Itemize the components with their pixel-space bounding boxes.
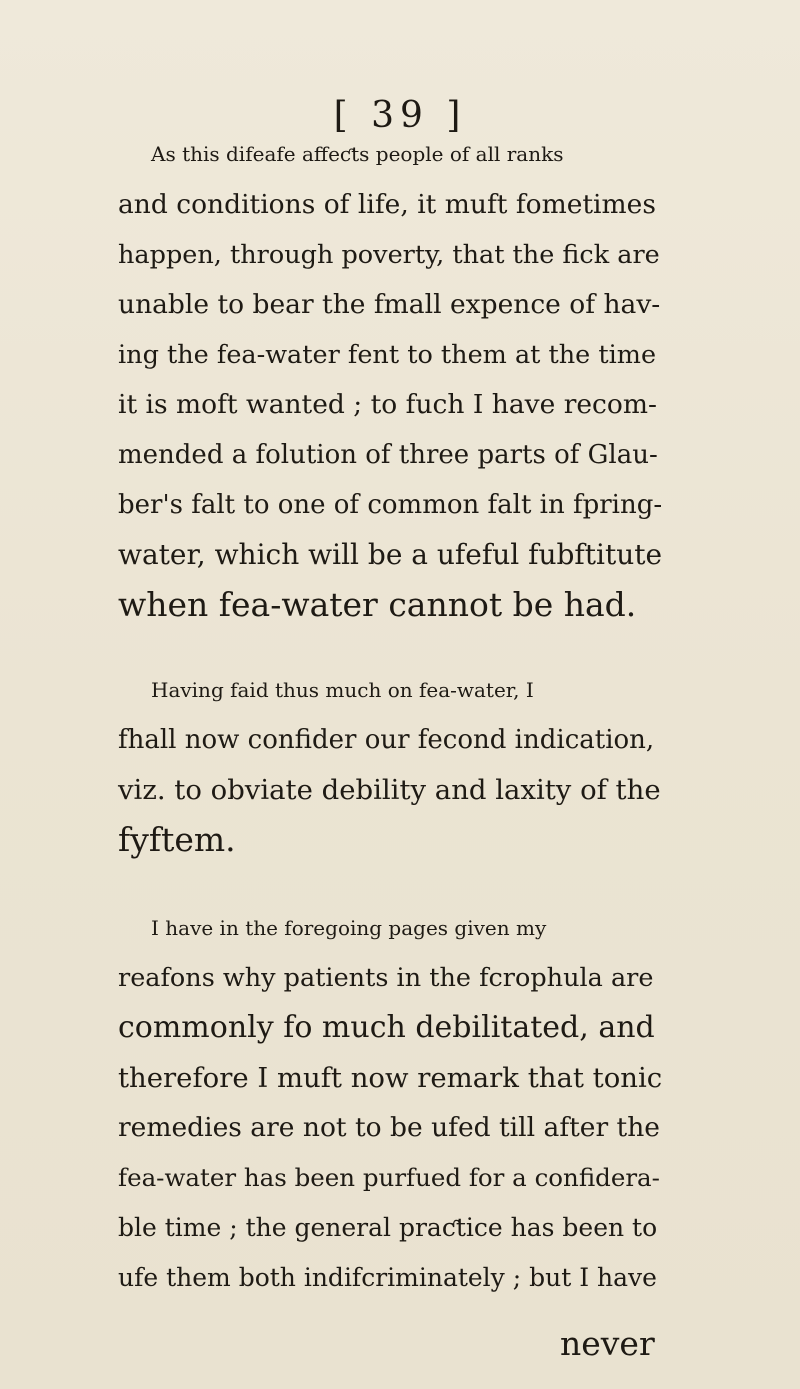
text-line: remedies are not to be ufed till after the [118, 1112, 660, 1143]
text-line: fea-water has been purfued for a confidera- [118, 1163, 660, 1192]
text-line: I have in the foregoing pages given my [151, 916, 547, 940]
text-line: it is moft wanted ; to fuch I have recom- [118, 389, 657, 420]
text-line: happen, through poverty, that the fick are [118, 240, 660, 270]
text-line: when fea-water cannot be had. [118, 585, 637, 624]
catchword: never [560, 1324, 655, 1363]
text-line: commonly fo much debilitated, and [118, 1010, 655, 1045]
text-line: ing the fea-water fent to them at the time [118, 340, 657, 370]
text-line: unable to bear the fmall expence of hav- [118, 289, 661, 320]
text-line: fhall now confider our fecond indication, [118, 725, 655, 755]
text-line: ufe them both indifcriminately ; but I have [118, 1263, 657, 1292]
text-line: ber's falt to one of common falt in fpring- [118, 490, 663, 520]
text-line: therefore I muft now remark that tonic [118, 1062, 663, 1094]
text-line: water, which will be a ufeful fubftitute [118, 538, 663, 571]
text-line: viz. to obviate debility and laxity of the [118, 774, 661, 806]
text-line: and conditions of life, it muft fometimes [118, 189, 656, 220]
text-line: mended a folution of three parts of Glau- [118, 440, 658, 470]
text-line: fyftem. [118, 820, 236, 859]
text-line: reafons why patients in the fcrophula are [118, 963, 654, 993]
text-line: As this difeafe affeƈts people of all ranks [151, 142, 564, 166]
page-number-header: [ 39 ] [333, 95, 467, 136]
text-line: ble time ; the general praƈtice has been to [118, 1213, 658, 1242]
text-line: Having faid thus much on fea-water, I [151, 678, 534, 702]
